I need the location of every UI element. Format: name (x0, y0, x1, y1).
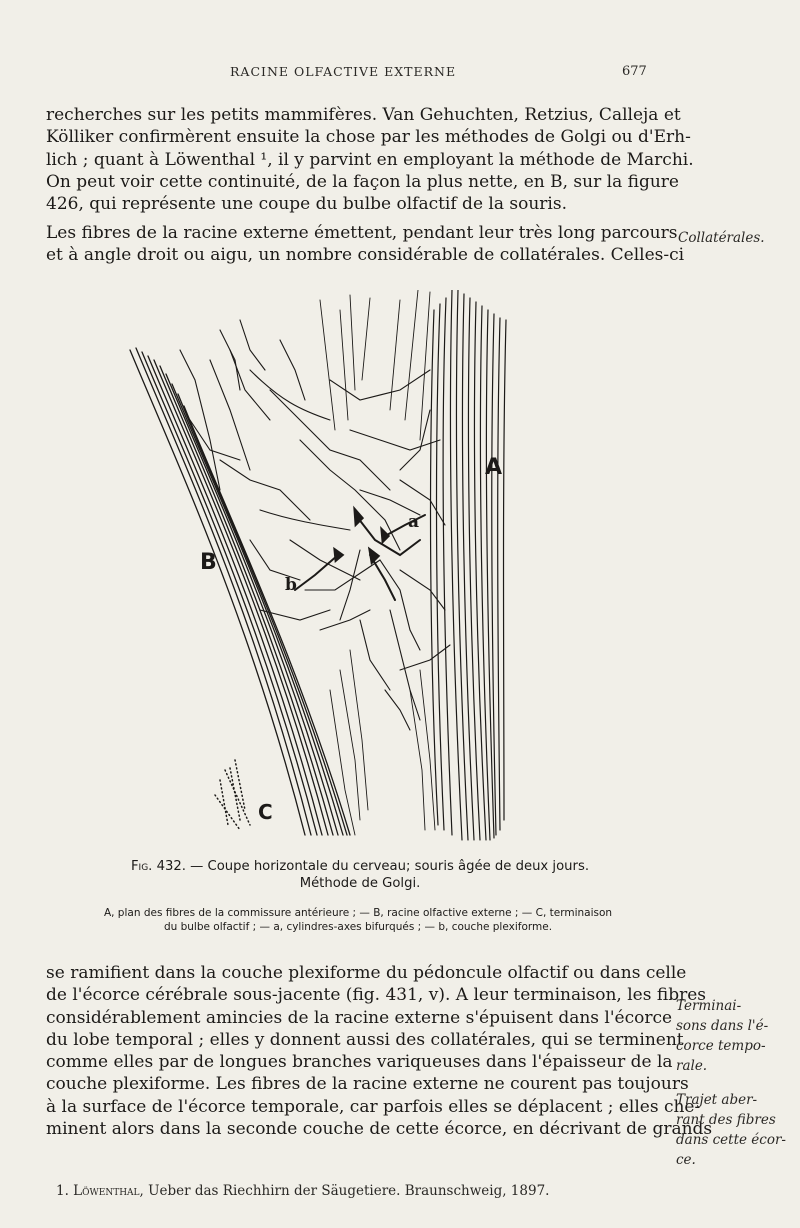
label-a-upper: A (485, 455, 503, 480)
margin-note-trajet (676, 1090, 786, 1170)
text-line: de l'écorce cérébrale sous-jacente (fig. 431, v). A leur terminaison, les fibres (46, 985, 706, 1006)
caption-line-2: Méthode de Golgi. (299, 876, 421, 891)
caption-text: — Coupe horizontale du cerveau; souris âgée de deux jours. (185, 859, 590, 874)
footnote-text: , Ueber das Riechhirn der Säugetiere. Braunschweig, 1897. (139, 1183, 550, 1199)
label-a-lower: a (408, 512, 420, 532)
margin-line: Trajet aber- (676, 1092, 758, 1108)
margin-line: rant des fibres (676, 1112, 776, 1128)
text-line: recherches sur les petits mammifères. Van Gehuchten, Retzius, Calleja et (46, 105, 681, 125)
text-line: comme elles par de longues branches variqueuses dans l'épaisseur de la (46, 1052, 673, 1073)
text-line: 426, qui représente une coupe du bulbe olfactif de la souris. (46, 194, 567, 215)
footnote (56, 1183, 549, 1199)
footnote-author: Löwenthal (73, 1183, 140, 1199)
margin-note-terminaisons (676, 996, 768, 1076)
neuron-bodies (335, 510, 388, 562)
terminal-c-stipple (215, 760, 250, 830)
text-line: On peut voir cette continuité, de la façon la plus nette, en B, sur la figure (46, 171, 679, 192)
figure-legend (48, 906, 668, 934)
paragraph-1 (46, 104, 694, 215)
figure-432 (100, 290, 550, 850)
text-line: à la surface de l'écorce temporale, car parfois elles se déplacent ; elles che- (46, 1096, 701, 1117)
top-fibres (320, 290, 430, 440)
label-c-upper: C (258, 800, 273, 824)
text-line: considérablement amincies de la racine externe s'épuisent dans l'écorce (46, 1007, 673, 1028)
label-b-upper: B (200, 550, 217, 575)
text-line: couche plexiforme. Les fibres de la racine externe ne courent pas toujours (46, 1074, 689, 1095)
margin-line: rale. (676, 1058, 708, 1074)
text-line: Kölliker confirmèrent ensuite la chose par les méthodes de Golgi ou d'Erh- (46, 127, 691, 148)
running-title: RACINE OLFACTIVE EXTERNE (230, 64, 457, 79)
caption-line-1 (60, 858, 660, 875)
neuron-drawing (100, 290, 550, 850)
paragraph-3 (46, 962, 713, 1140)
text-line: du lobe temporal ; elles y donnent aussi des collatérales, qui se terminent (46, 1029, 684, 1050)
text-line: lich ; quant à Löwenthal ¹, il y parvint en employant la méthode de Marchi. (46, 149, 694, 170)
margin-line: dans cette écor- (676, 1132, 786, 1148)
text-line: et à angle droit ou aigu, un nombre considérable de collatérales. Celles-ci (46, 245, 685, 266)
figure-caption (60, 858, 660, 892)
margin-line: Terminai- (676, 998, 742, 1014)
label-b-lower: b (285, 575, 297, 595)
footnote-number: 1. (56, 1183, 74, 1199)
margin-line: corce tempo- (676, 1038, 766, 1054)
legend-line-1: A, plan des fibres de la commissure antérieure ; — B, racine olfactive externe ; — C, terminaison (103, 907, 613, 919)
text-line: Les fibres de la racine externe émettent, pendant leur très long parcours (46, 223, 678, 243)
fibre-bundle-b (130, 348, 350, 835)
margin-line: ce. (676, 1152, 696, 1168)
legend-line-2: du bulbe olfactif ; — a, cylindres-axes bifurqués ; — b, couche plexiforme. (163, 921, 553, 933)
neuron-axons (295, 515, 425, 600)
text-line: se ramifient dans la couche plexiforme du pédoncule olfactif ou dans celle (46, 963, 687, 983)
page-number: 677 (622, 64, 647, 79)
text-line: minent alors dans la seconde couche de cette écorce, en décrivant de grands (46, 1119, 713, 1140)
paragraph-2 (46, 222, 685, 267)
lower-fibres (330, 650, 435, 835)
margin-note-collaterales: Collatérales. (678, 230, 765, 246)
figure-number: Fig. 432. (130, 859, 186, 874)
margin-line: sons dans l'é- (676, 1018, 769, 1034)
fibre-bundle-a (431, 290, 506, 840)
